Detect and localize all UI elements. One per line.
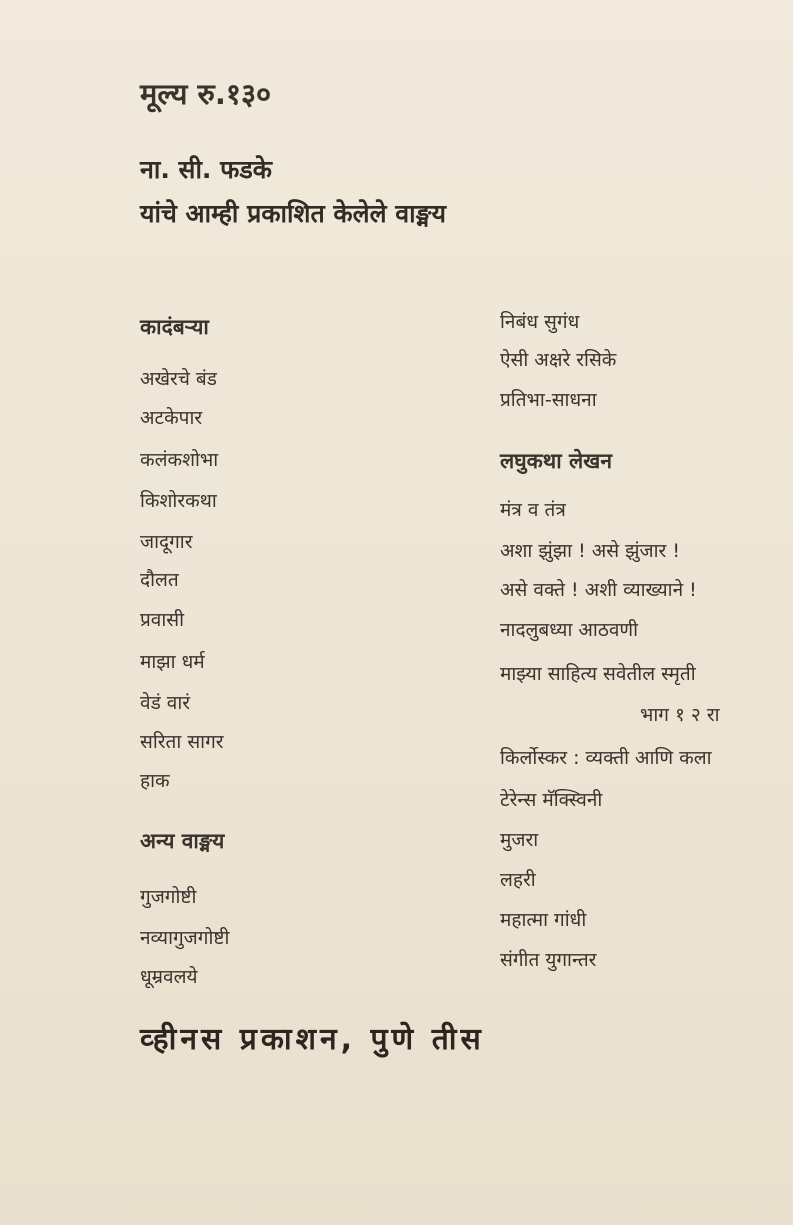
other-literature-heading: अन्य वाङ्मय — [140, 829, 225, 853]
book-title: टेरेन्स मॅक्स्विनी — [500, 789, 603, 811]
other-title: धूम्रवलये — [140, 966, 198, 988]
book-title: अशा झुंझा ! असे झुंजार ! — [500, 540, 680, 562]
other-title: नव्यागुजगोष्टी — [140, 927, 230, 949]
author-name: ना. सी. फडके — [140, 155, 272, 184]
book-title: नादलुबध्या आठवणी — [500, 619, 639, 641]
book-title: किर्लोस्कर : व्यक्ती आणि कला — [500, 747, 712, 769]
novel-title: अटकेपार — [140, 407, 203, 429]
novel-title: दौलत — [140, 569, 179, 591]
essay-title: ऐसी अक्षरे रसिके — [500, 349, 617, 371]
book-title: संगीत युगान्तर — [500, 949, 597, 971]
essay-title: प्रतिभा-साधना — [500, 389, 597, 411]
book-title: मुजरा — [500, 829, 539, 851]
book-title: असे वक्ते ! अशी व्याख्याने ! — [500, 579, 697, 601]
book-title: माझ्या साहित्य सवेतील स्मृती — [500, 663, 696, 685]
novel-title: वेडं वारं — [140, 692, 191, 714]
short-story-heading: लघुकथा लेखन — [500, 449, 613, 473]
novel-title: किशोरकथा — [140, 490, 217, 512]
book-title: महात्मा गांधी — [500, 909, 587, 931]
novel-title: हाक — [140, 770, 170, 792]
other-title: गुजगोष्टी — [140, 886, 197, 908]
novel-title: जादूगार — [140, 531, 193, 553]
publisher-name: व्हीनस प्रकाशन, पुणे तीस — [140, 1022, 485, 1057]
novel-title: कलंकशोभा — [140, 449, 219, 471]
novel-title: प्रवासी — [140, 609, 185, 631]
novel-title: अखेरचे बंड — [140, 368, 217, 390]
novel-title: माझा धर्म — [140, 651, 205, 673]
catalog-subtitle: यांचे आम्ही प्रकाशित केलेले वाङ्मय — [140, 199, 446, 228]
novels-heading: कादंबऱ्या — [140, 315, 209, 339]
book-title: लहरी — [500, 869, 536, 891]
essay-title: निबंध सुगंध — [500, 311, 580, 333]
novel-title: सरिता सागर — [140, 731, 224, 753]
book-title: मंत्र व तंत्र — [500, 499, 566, 521]
book-part-label: भाग १ २ रा — [640, 704, 720, 726]
price: मूल्य रु.१३० — [140, 77, 272, 111]
